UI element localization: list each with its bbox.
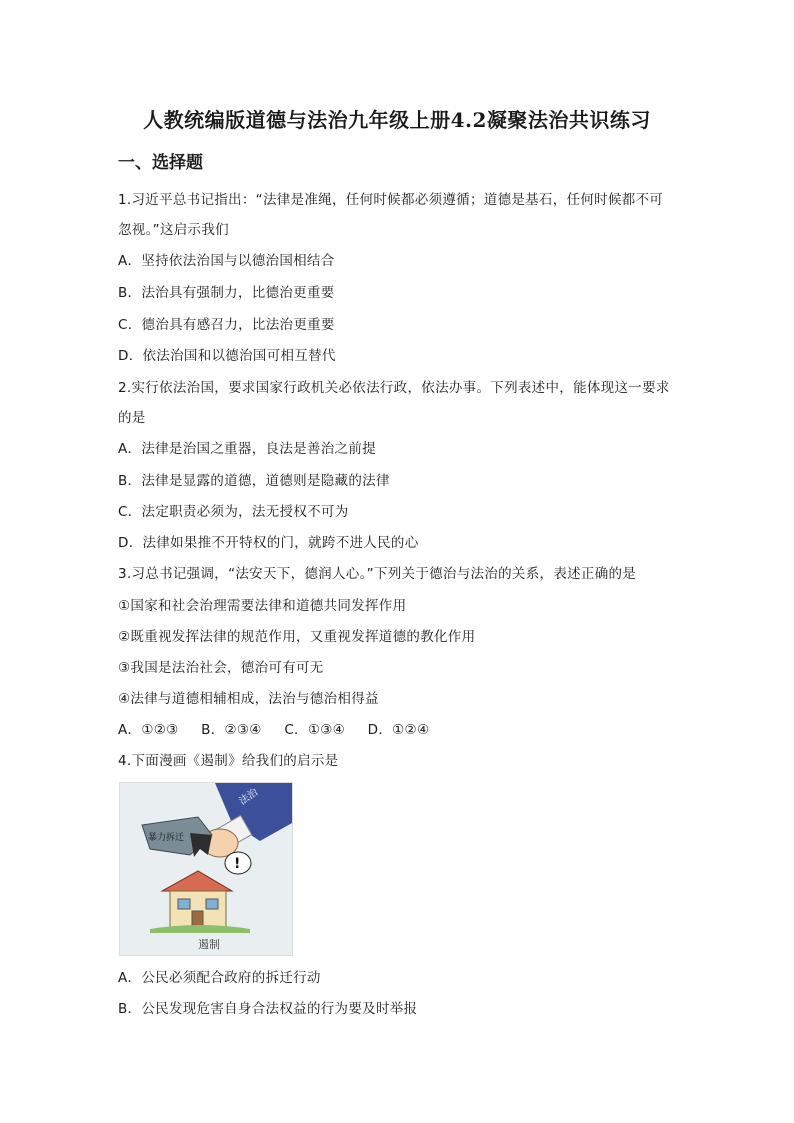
q2-option-a: A．法律是治国之重器，良法是善治之前提	[118, 441, 376, 457]
house-window-right	[206, 899, 218, 909]
q3-option-d: D．①②④	[367, 722, 430, 738]
document-title: 人教统编版道德与法治九年级上册4.2凝聚法治共识练习	[143, 108, 651, 132]
comic-caption: 遏制	[198, 938, 220, 951]
q1-option-c: C．德治具有感召力，比法治更重要	[118, 317, 335, 333]
q4-stem: 4.下面漫画《遏制》给我们的启示是	[118, 753, 339, 769]
q4-option-b: B．公民发现危害自身合法权益的行为要及时举报	[118, 1001, 418, 1017]
q2-option-c: C．法定职责必须为，法无授权不可为	[118, 504, 349, 520]
hammer-label: 暴力拆迁	[148, 833, 185, 843]
q3-stem: 3.习总书记强调，“法安天下，德润人心。”下列关于德治与法治的关系，表述正确的是	[118, 566, 637, 582]
q2-option-b: B．法律是显露的道德，道德则是隐藏的法律	[118, 473, 390, 489]
sleeve-label: 法治	[237, 786, 261, 808]
comic-illustration	[120, 783, 292, 955]
q3-item-3: ③我国是法治社会，德治可有可无	[118, 660, 324, 676]
q2-option-d: D．法律如果推不开特权的门，就跨不进人民的心	[118, 535, 419, 551]
q1-stem-line1: 1.习近平总书记指出：“法律是准绳，任何时候都必须遵循；道德是基石，任何时候都不可	[118, 192, 664, 208]
comic-image	[119, 782, 293, 956]
q1-option-d: D．依法治国和以德治国可相互替代	[118, 348, 336, 364]
q3-item-2: ②既重视发挥法律的规范作用，又重视发挥道德的教化作用	[118, 629, 476, 645]
q3-item-1: ①国家和社会治理需要法律和道德共同发挥作用	[118, 598, 407, 614]
q2-stem-line1: 2.实行依法治国，要求国家行政机关必依法行政，依法办事。下列表述中，能体现这一要求	[118, 380, 670, 396]
q3-option-b: B．②③④	[201, 722, 262, 738]
section-heading: 一、选择题	[118, 153, 203, 173]
q3-options-row	[118, 718, 447, 738]
q1-option-b: B．法治具有强制力，比德治更重要	[118, 285, 335, 301]
q1-stem-line2: 忽视。”这启示我们	[118, 222, 229, 238]
exclamation-mark: !	[234, 856, 241, 872]
q3-item-4: ④法律与道德相辅相成，法治与德治相得益	[118, 691, 379, 707]
q3-option-c: C．①③④	[284, 722, 346, 738]
q3-option-a: A．①②③	[118, 722, 179, 738]
q2-stem-line2: 的是	[118, 410, 146, 426]
house-window-left	[178, 899, 190, 909]
q4-option-a: A．公民必须配合政府的拆迁行动	[118, 970, 321, 986]
q1-option-a: A．坚持依法治国与以德治国相结合	[118, 253, 335, 269]
